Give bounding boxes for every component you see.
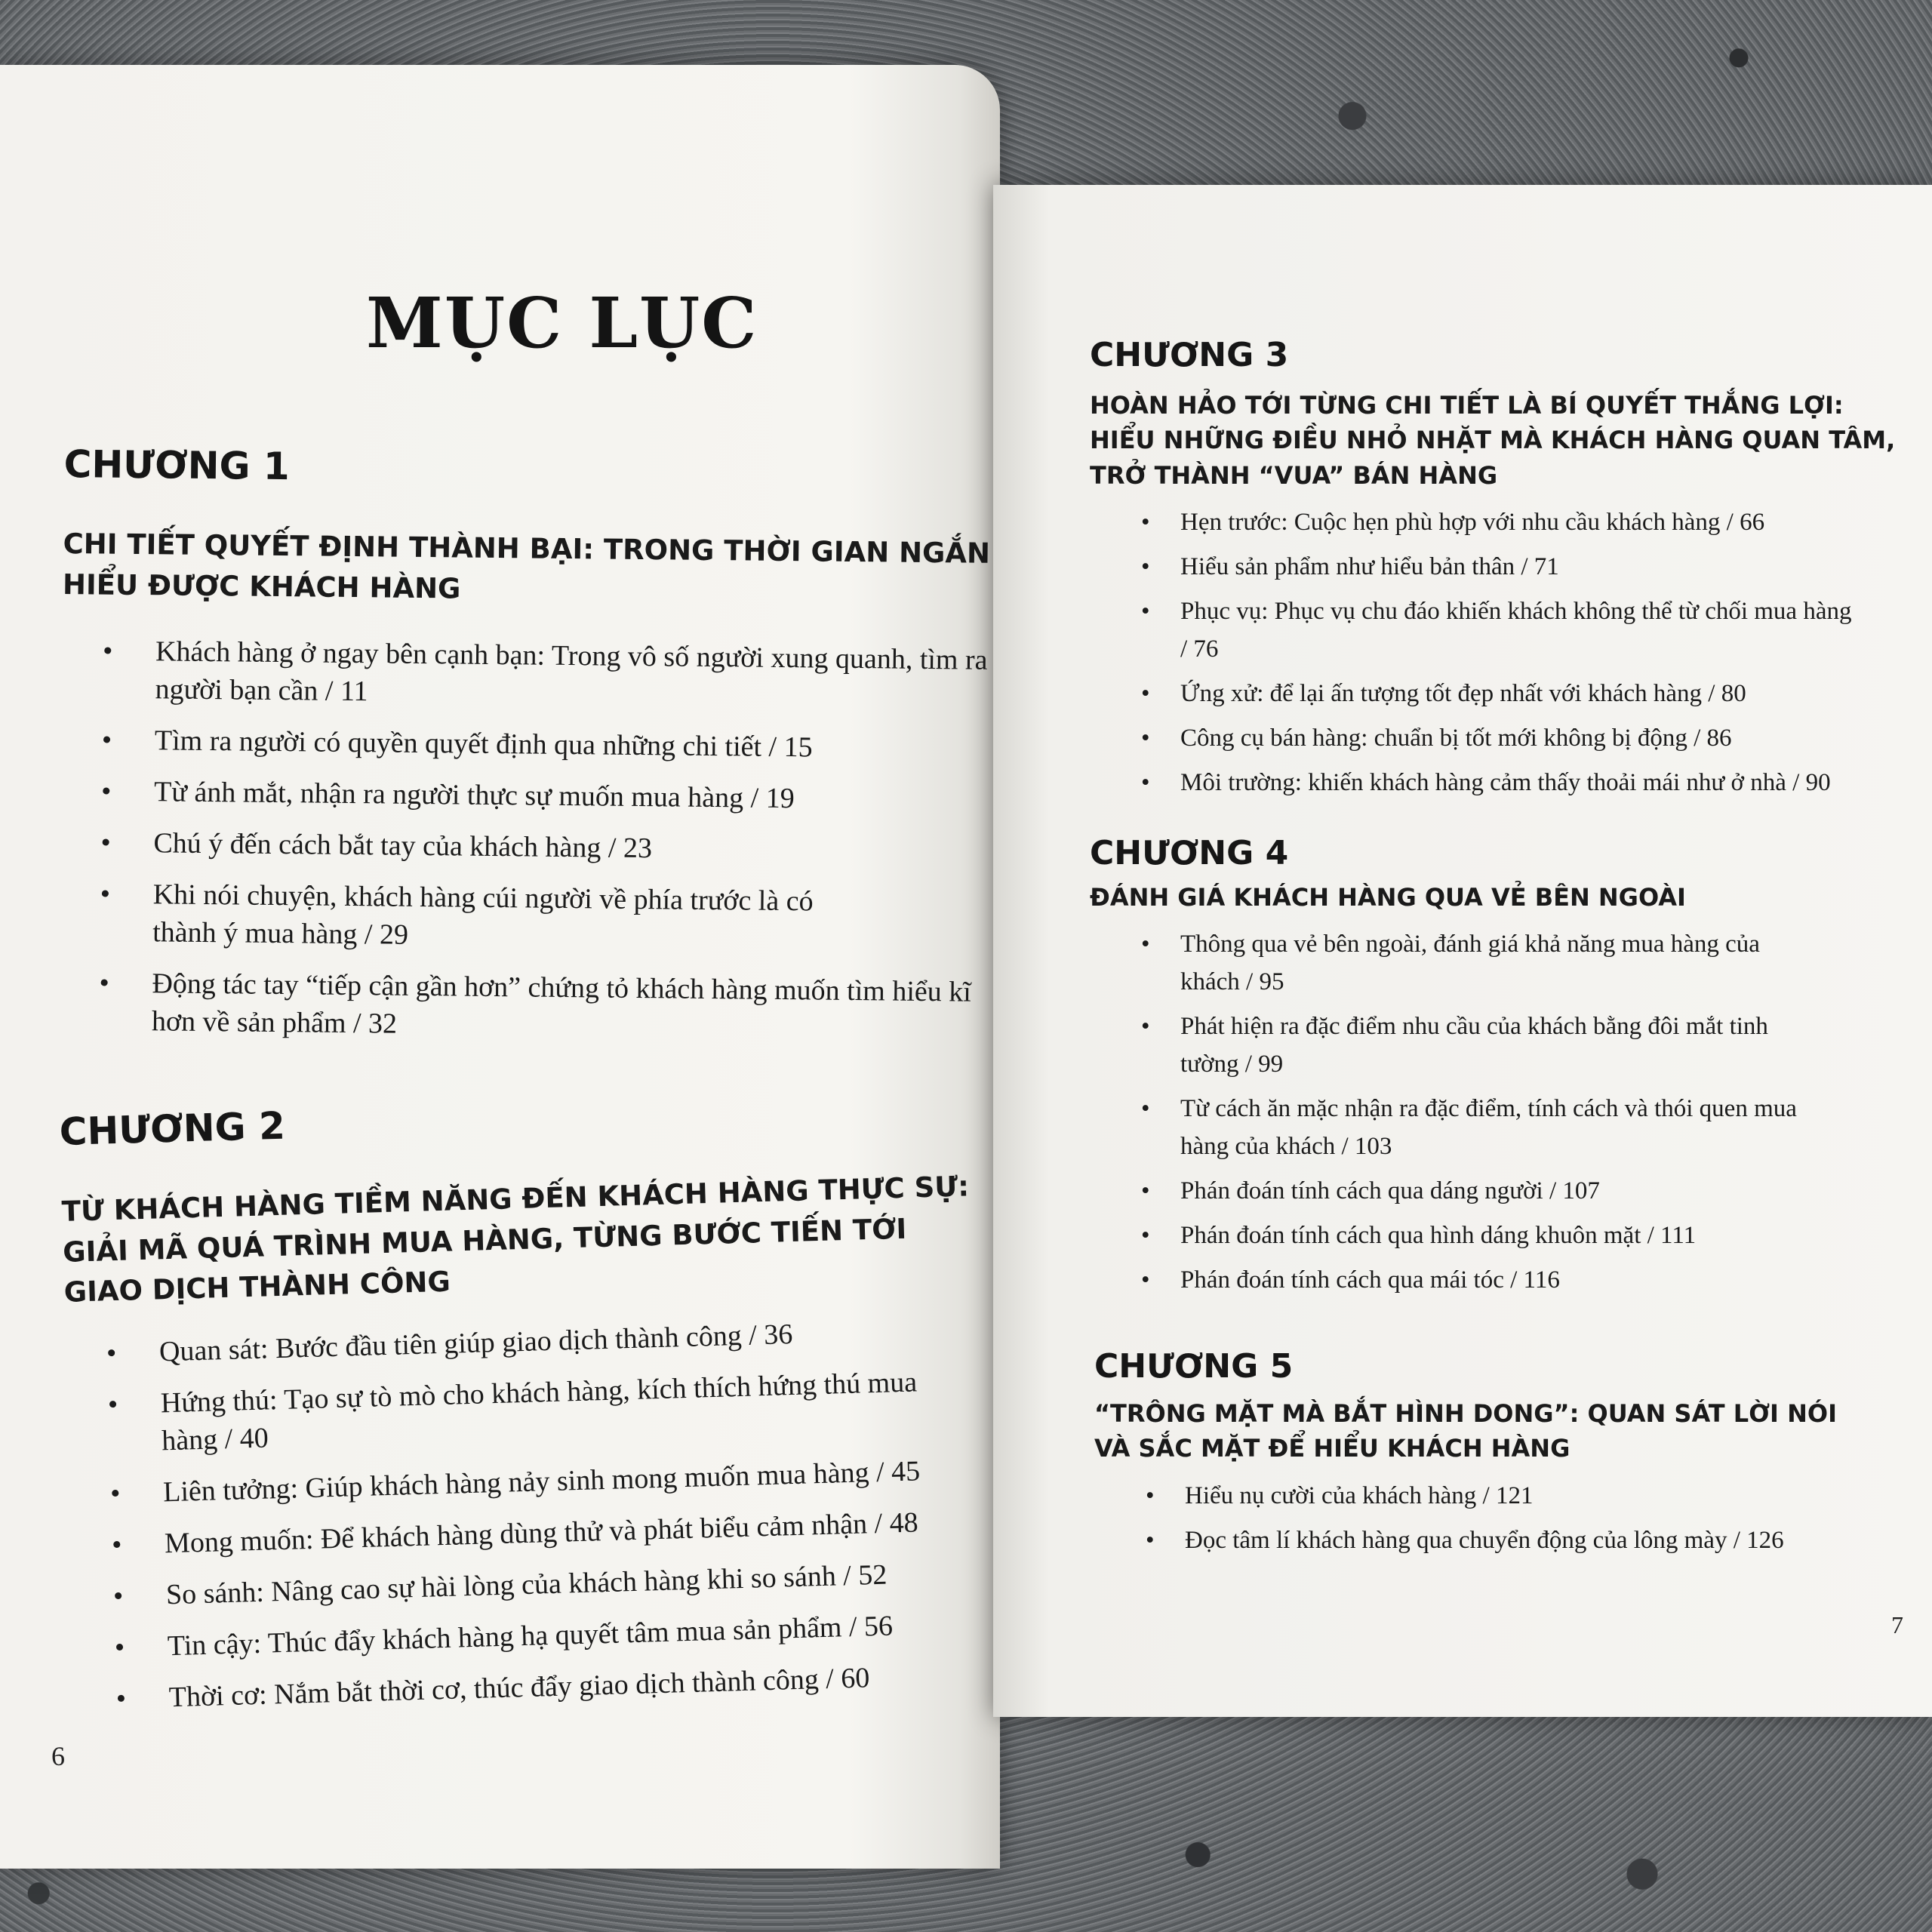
chapter-4-subtitle: ĐÁNH GIÁ KHÁCH HÀNG QUA VẺ BÊN NGOÀI xyxy=(1090,883,1686,912)
chapter-1-list xyxy=(152,633,994,1050)
chapter-3-label: CHƯƠNG 3 xyxy=(1090,336,1289,374)
list-item: • Khách hàng ở ngay bên cạnh bạn: Trong vô số người xung quanh, tìm ra người bạn cần / 11 xyxy=(155,633,993,718)
chapter-4-section xyxy=(1090,834,1799,1306)
page-number-left: 6 xyxy=(51,1741,65,1771)
list-item: • Đọc tâm lí khách hàng qua chuyển động của lông mày / 126 xyxy=(1185,1521,1924,1559)
list-item: • Khi nói chuyện, khách hàng cúi người về phía trước là có thành ý mua hàng / 29 xyxy=(152,876,878,959)
list-item: • Thời cơ: Nắm bắt thời cơ, thúc đẩy giao dịch thành công / 60 xyxy=(168,1657,969,1717)
list-item: • Mong muốn: Để khách hàng dùng thử và phát biểu cảm nhận / 48 xyxy=(164,1503,964,1563)
chapter-5-section xyxy=(1094,1347,1924,1566)
chapter-1-label: CHƯƠNG 1 xyxy=(63,442,291,489)
list-item: • Thông qua vẻ bên ngoài, đánh giá khả năng mua hàng của khách / 95 xyxy=(1180,925,1799,1001)
list-item: • Tin cậy: Thúc đẩy khách hàng hạ quyết tâm mua sản phẩm / 56 xyxy=(167,1605,968,1666)
list-item: • Công cụ bán hàng: chuẩn bị tốt mới không bị động / 86 xyxy=(1180,719,1912,757)
chapter-3-list xyxy=(1180,503,1912,801)
list-item: • Chú ý đến cách bắt tay của khách hàng / 23 xyxy=(153,825,991,872)
list-item: • Phục vụ: Phục vụ chu đáo khiến khách không thể từ chối mua hàng / 76 xyxy=(1180,592,1860,668)
chapter-1-subtitle xyxy=(63,524,995,614)
list-item: • Ứng xử: để lại ấn tượng tốt đẹp nhất với khách hàng / 80 xyxy=(1180,675,1912,712)
chapter-3-subtitle-line-1: HOÀN HẢO TỚI TỪNG CHI TIẾT LÀ BÍ QUYẾT THẮNG LỢI: xyxy=(1090,391,1844,420)
chapter-5-subtitle xyxy=(1094,1396,1924,1466)
list-item: • Hứng thú: Tạo sự tò mò cho khách hàng, kích thích hứng thú mua hàng / 40 xyxy=(160,1362,961,1460)
chapter-4-label: CHƯƠNG 4 xyxy=(1090,834,1289,872)
toc-title: MỤC LỤC xyxy=(366,282,758,364)
chapter-3-subtitle-line-3: TRỞ THÀNH “VUA” BÁN HÀNG xyxy=(1090,460,1498,490)
list-item: • Liên tưởng: Giúp khách hàng nảy sinh mong muốn mua hàng / 45 xyxy=(162,1451,963,1512)
chapter-4-list xyxy=(1180,925,1799,1299)
page-number-right: 7 xyxy=(1891,1611,1903,1638)
chapter-1-subtitle-line-2: HIỂU ĐƯỢC KHÁCH HÀNG xyxy=(62,568,461,605)
chapter-1-section xyxy=(58,442,995,1063)
list-item: • Phán đoán tính cách qua dáng người / 107 xyxy=(1180,1172,1799,1210)
list-item: • Môi trường: khiến khách hàng cảm thấy thoải mái như ở nhà / 90 xyxy=(1180,764,1912,801)
list-item: • Từ ánh mắt, nhận ra người thực sự muốn mua hàng / 19 xyxy=(154,774,992,820)
chapter-5-subtitle-line-1: “TRÔNG MẶT MÀ BẮT HÌNH DONG”: QUAN SÁT LỜI NÓI xyxy=(1094,1399,1837,1428)
chapter-5-label: CHƯƠNG 5 xyxy=(1094,1347,1294,1386)
right-page xyxy=(993,185,1932,1717)
chapter-2-subtitle-line-1: TỪ KHÁCH HÀNG TIỀM NĂNG ĐẾN KHÁCH HÀNG THỰC SỰ: xyxy=(61,1170,970,1228)
list-item: • Từ cách ăn mặc nhận ra đặc điểm, tính cách và thói quen mua hàng của khách / 103 xyxy=(1180,1090,1799,1165)
list-item: • Tìm ra người có quyền quyết định qua những chi tiết / 15 xyxy=(155,722,992,769)
chapter-2-subtitle-line-3: GIAO DỊCH THÀNH CÔNG xyxy=(63,1265,451,1309)
list-item: • Phán đoán tính cách qua hình dáng khuôn mặt / 111 xyxy=(1180,1217,1799,1254)
list-item: • Hiểu nụ cười của khách hàng / 121 xyxy=(1185,1477,1924,1515)
chapter-2-subtitle-line-2: GIẢI MÃ QUÁ TRÌNH MUA HÀNG, TỪNG BƯỚC TIẾN TỚI xyxy=(62,1212,907,1269)
chapter-3-subtitle-line-2: HIỂU NHỮNG ĐIỀU NHỎ NHẶT MÀ KHÁCH HÀNG QUAN TÂM, xyxy=(1090,426,1896,455)
list-item: • Hiểu sản phẩm như hiểu bản thân / 71 xyxy=(1180,548,1912,586)
list-item: • Phát hiện ra đặc điểm nhu cầu của khách bằng đôi mắt tinh tường / 99 xyxy=(1180,1008,1799,1083)
chapter-3-subtitle xyxy=(1090,388,1912,493)
list-item: • Động tác tay “tiếp cận gần hơn” chứng tỏ khách hàng muốn tìm hiểu kĩ hơn về sản phẩm / 32 xyxy=(152,965,990,1050)
chapter-2-subtitle xyxy=(61,1166,972,1312)
chapter-5-list xyxy=(1185,1477,1924,1559)
chapter-3-section xyxy=(1090,336,1912,808)
chapter-2-list xyxy=(158,1311,969,1716)
list-item: • Hẹn trước: Cuộc hẹn phù hợp với nhu cầu khách hàng / 66 xyxy=(1180,503,1912,541)
list-item: • Quan sát: Bước đầu tiên giúp giao dịch thành công / 36 xyxy=(158,1311,959,1371)
chapter-5-subtitle-line-2: VÀ SẮC MẶT ĐỂ HIỂU KHÁCH HÀNG xyxy=(1094,1434,1571,1463)
left-page xyxy=(0,65,1000,1869)
list-item: • So sánh: Nâng cao sự hài lòng của khách hàng khi so sánh / 52 xyxy=(165,1554,966,1614)
chapter-1-subtitle-line-1: CHI TIẾT QUYẾT ĐỊNH THÀNH BẠI: TRONG THỜI GIAN NGẮN xyxy=(63,527,991,570)
list-item: • Phán đoán tính cách qua mái tóc / 116 xyxy=(1180,1261,1799,1299)
chapter-2-section xyxy=(59,1084,983,1732)
chapter-2-label: CHƯƠNG 2 xyxy=(59,1103,286,1154)
